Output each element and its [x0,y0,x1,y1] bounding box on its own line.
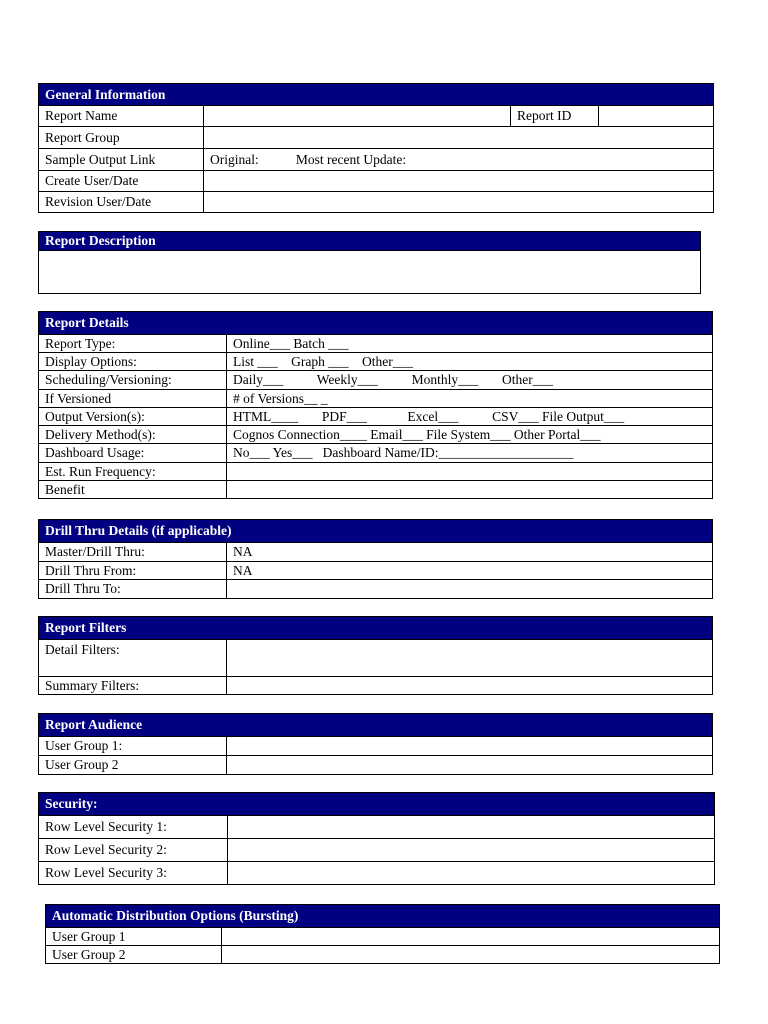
sample-output-link-value[interactable]: Original: Most recent Update: [204,149,714,171]
row-level-security-3-label: Row Level Security 3: [39,862,228,885]
drill-thru-from-label: Drill Thru From: [39,562,227,580]
master-drill-thru-value[interactable]: NA [227,543,713,562]
drill-thru-to-label: Drill Thru To: [39,580,227,599]
report-filters-table [38,616,713,695]
report-description-header: Report Description [39,232,701,251]
distribution-user-group-1-label: User Group 1 [46,928,222,946]
report-details-header: Report Details [39,312,713,335]
est-run-frequency-value[interactable] [227,463,713,481]
drill-thru-from-value[interactable]: NA [227,562,713,580]
audience-user-group-2-value[interactable] [227,756,713,775]
delivery-methods-label: Delivery Method(s): [39,426,227,444]
distribution-table [45,904,720,964]
report-audience-table [38,713,713,775]
create-user-date-label: Create User/Date [39,171,204,192]
report-group-value[interactable] [204,127,714,149]
display-options-label: Display Options: [39,353,227,371]
distribution-user-group-1-value[interactable] [222,928,720,946]
revision-user-date-label: Revision User/Date [39,192,204,213]
output-versions-value[interactable]: HTML____ PDF___ Excel___ CSV___ File Output___ [227,408,713,426]
benefit-label: Benefit [39,481,227,499]
est-run-frequency-label: Est. Run Frequency: [39,463,227,481]
general-information-header: General Information [39,84,714,106]
detail-filters-value[interactable] [227,640,713,677]
master-drill-thru-label: Master/Drill Thru: [39,543,227,562]
row-level-security-1-value[interactable] [228,816,715,839]
drill-thru-header: Drill Thru Details (if applicable) [39,520,713,543]
report-type-value[interactable]: Online___ Batch ___ [227,335,713,353]
report-name-label: Report Name [39,106,204,127]
report-group-label: Report Group [39,127,204,149]
report-id-label: Report ID [511,106,599,127]
dashboard-usage-value[interactable]: No___ Yes___ Dashboard Name/ID:____________________ [227,444,713,463]
report-filters-header: Report Filters [39,617,713,640]
display-options-value[interactable]: List ___ Graph ___ Other___ [227,353,713,371]
distribution-header: Automatic Distribution Options (Bursting) [46,905,720,928]
row-level-security-2-value[interactable] [228,839,715,862]
summary-filters-label: Summary Filters: [39,677,227,695]
drill-thru-table [38,519,713,599]
report-name-value[interactable] [204,106,511,127]
summary-filters-value[interactable] [227,677,713,695]
drill-thru-to-value[interactable] [227,580,713,599]
report-description-table [38,231,701,294]
row-level-security-2-label: Row Level Security 2: [39,839,228,862]
report-description-value[interactable] [39,251,701,294]
if-versioned-label: If Versioned [39,390,227,408]
benefit-value[interactable] [227,481,713,499]
security-table [38,792,715,885]
security-header: Security: [39,793,715,816]
create-user-date-value[interactable] [204,171,714,192]
scheduling-versioning-label: Scheduling/Versioning: [39,371,227,390]
report-details-table [38,311,713,499]
row-level-security-3-value[interactable] [228,862,715,885]
scheduling-versioning-value[interactable]: Daily___ Weekly___ Monthly___ Other___ [227,371,713,390]
delivery-methods-value[interactable]: Cognos Connection____ Email___ File System___ Other Portal___ [227,426,713,444]
sample-output-link-label: Sample Output Link [39,149,204,171]
output-versions-label: Output Version(s): [39,408,227,426]
audience-user-group-1-value[interactable] [227,737,713,756]
detail-filters-label: Detail Filters: [39,640,227,677]
dashboard-usage-label: Dashboard Usage: [39,444,227,463]
general-information-table [38,83,714,213]
audience-user-group-1-label: User Group 1: [39,737,227,756]
distribution-user-group-2-label: User Group 2 [46,946,222,964]
distribution-user-group-2-value[interactable] [222,946,720,964]
report-audience-header: Report Audience [39,714,713,737]
if-versioned-value[interactable]: # of Versions__ _ [227,390,713,408]
report-id-value[interactable] [599,106,714,127]
revision-user-date-value[interactable] [204,192,714,213]
audience-user-group-2-label: User Group 2 [39,756,227,775]
row-level-security-1-label: Row Level Security 1: [39,816,228,839]
report-type-label: Report Type: [39,335,227,353]
